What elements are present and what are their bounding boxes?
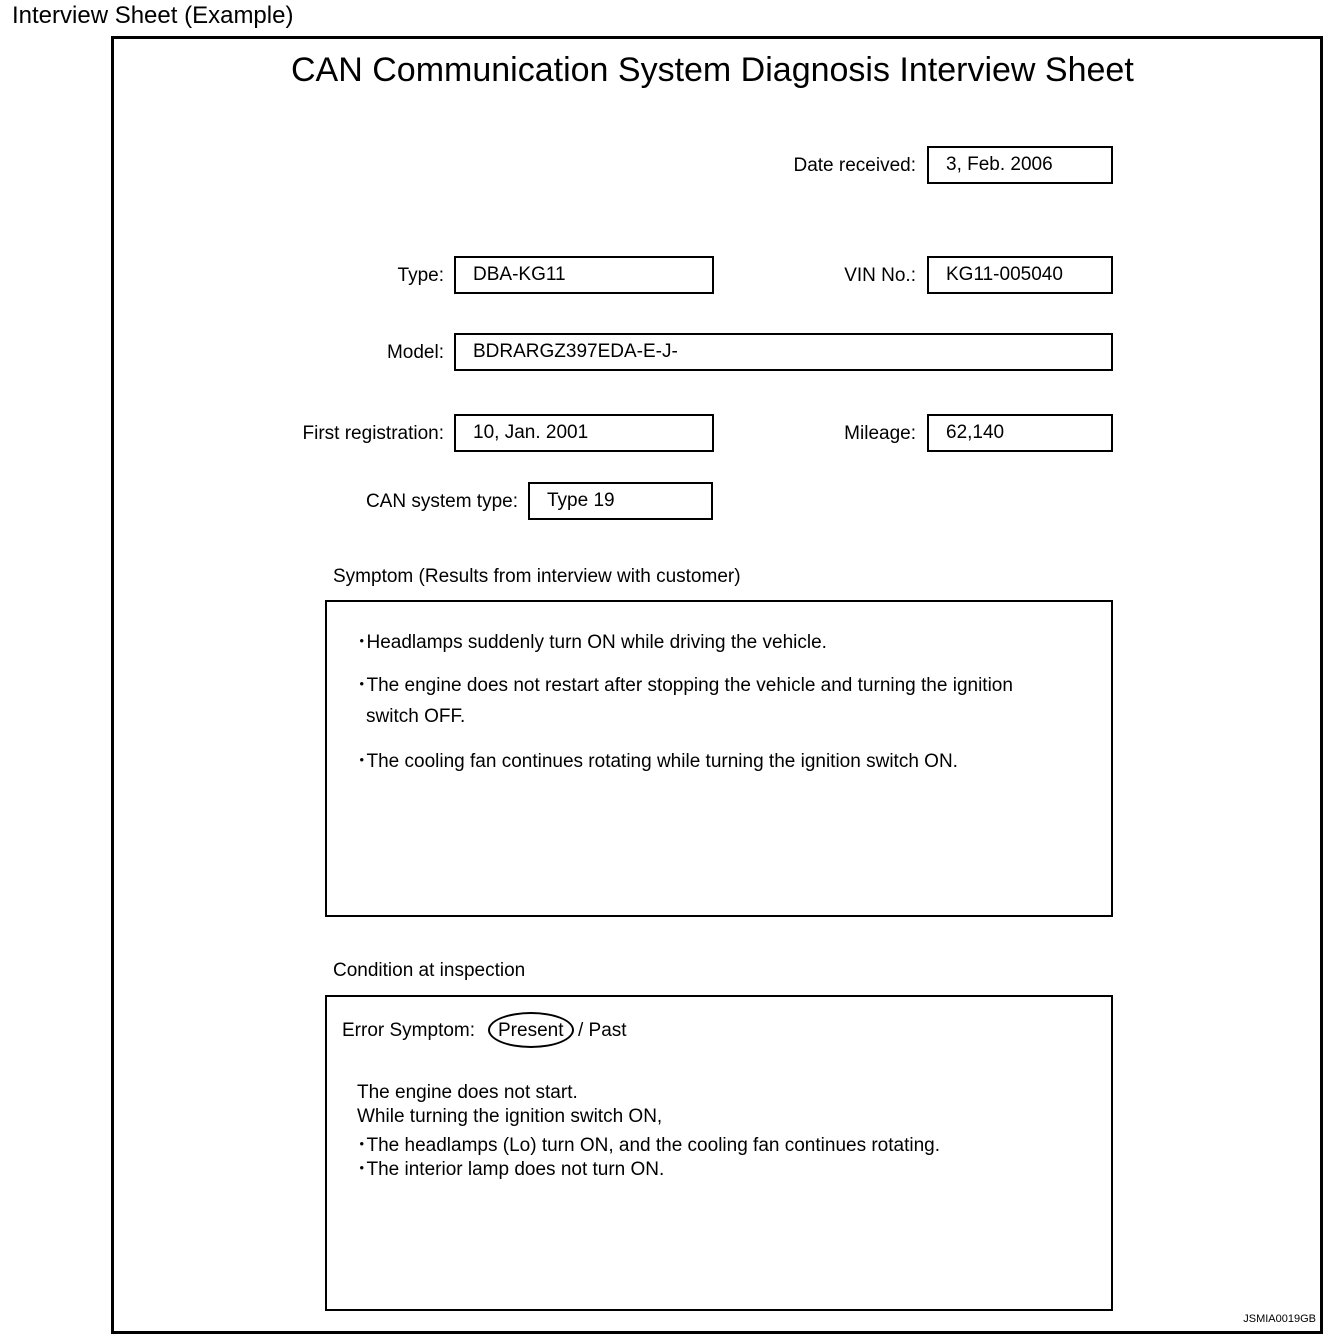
symptom-line: ･The cooling fan continues rotating while turning the ignition switch ON.: [357, 751, 958, 772]
figure-caption: Interview Sheet (Example): [12, 2, 294, 29]
vin-field: KG11-005040: [927, 256, 1113, 294]
mileage-field: 62,140: [927, 414, 1113, 452]
condition-line: The engine does not start.: [357, 1082, 578, 1103]
error-symptom-present: Present: [498, 1020, 564, 1041]
symptom-heading: Symptom (Results from interview with customer): [333, 566, 741, 587]
model-field: BDRARGZ397EDA-E-J-: [454, 333, 1113, 371]
can-system-type-label: CAN system type:: [365, 491, 518, 512]
symptom-line: ･Headlamps suddenly turn ON while driving the vehicle.: [357, 632, 827, 653]
condition-line: ･The headlamps (Lo) turn ON, and the cooling fan continues rotating.: [357, 1135, 941, 1156]
error-symptom-label: Error Symptom:: [342, 1020, 476, 1041]
date-received-field: 3, Feb. 2006: [927, 146, 1113, 184]
mileage-label: Mileage:: [844, 423, 916, 444]
model-label: Model:: [386, 342, 444, 363]
symptom-line: switch OFF.: [366, 706, 466, 727]
condition-line: ･The interior lamp does not turn ON.: [357, 1159, 665, 1180]
type-label: Type:: [397, 265, 444, 286]
figure-code: JSMIA0019GB: [1243, 1313, 1316, 1325]
symptom-line: ･The engine does not restart after stopping the vehicle and turning the ignition: [357, 675, 1013, 696]
error-symptom-past: / Past: [578, 1020, 627, 1041]
first-registration-label: First registration:: [302, 423, 444, 444]
date-received-label: Date received:: [793, 155, 916, 176]
type-field: DBA-KG11: [454, 256, 714, 294]
condition-line: While turning the ignition switch ON,: [357, 1106, 663, 1127]
condition-heading: Condition at inspection: [333, 960, 526, 981]
first-registration-field: 10, Jan. 2001: [454, 414, 714, 452]
can-system-type-field: Type 19: [528, 482, 713, 520]
vin-label: VIN No.:: [844, 265, 916, 286]
sheet-title: CAN Communication System Diagnosis Interview Sheet: [291, 51, 1134, 89]
